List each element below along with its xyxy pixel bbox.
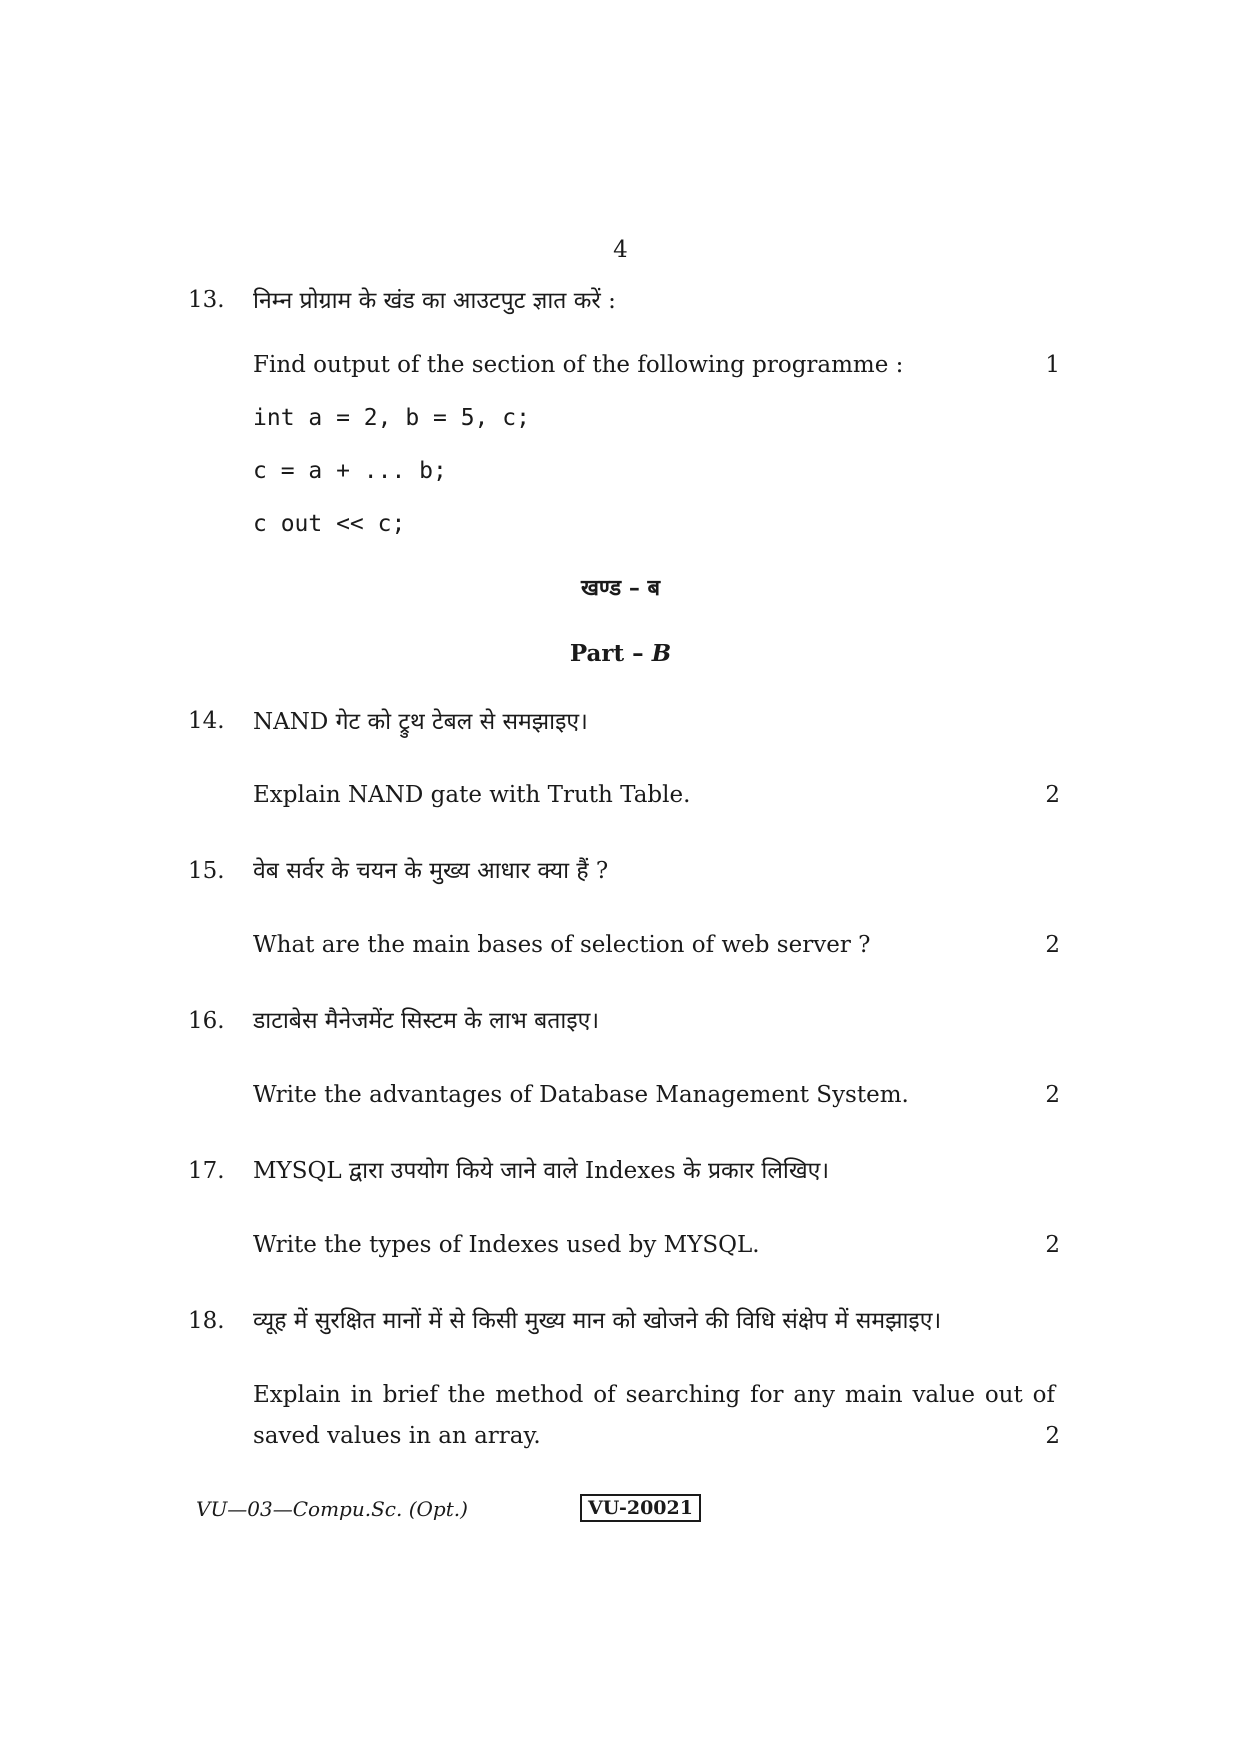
question-18-english-line1: Explain in brief the method of searching for any main value out of [253,1382,1055,1408]
question-13-english: Find output of the section of the following programme : [253,352,904,378]
question-17-english: Write the types of Indexes used by MYSQL. [253,1232,760,1258]
footer-paper-code: VU—03—Compu.Sc. (Opt.) [196,1497,468,1521]
question-14-marks: 2 [1045,782,1060,808]
question-17-marks: 2 [1045,1232,1060,1258]
question-16-hindi: डाटाबेस मैनेजमेंट सिस्टम के लाभ बताइए। [253,1008,600,1034]
question-13-marks: 1 [1045,352,1060,378]
part-label: Part – [569,640,644,667]
question-14-english: Explain NAND gate with Truth Table. [253,782,691,808]
code-line: c = a + ... b; [253,458,447,484]
question-15-marks: 2 [1045,932,1060,958]
question-18-marks: 2 [1045,1423,1060,1449]
question-18-number: 18. [188,1308,225,1334]
question-17-number: 17. [188,1158,225,1184]
question-14-hindi: NAND गेट को ट्रुथ टेबल से समझाइए। [253,709,588,735]
question-13-hindi: निम्न प्रोग्राम के खंड का आउटपुट ज्ञात करें : [253,288,616,314]
question-15-english: What are the main bases of selection of web server ? [253,932,871,958]
question-13-number: 13. [188,287,225,313]
question-15-hindi: वेब सर्वर के चयन के मुख्य आधार क्या हैं ? [253,858,609,884]
footer-booklet-code: VU-20021 [580,1494,701,1522]
code-line: c out << c; [253,511,406,537]
question-16-english: Write the advantages of Database Management System. [253,1082,909,1108]
part-heading [0,640,1241,667]
question-15-number: 15. [188,858,225,884]
code-line: int a = 2, b = 5, c; [253,405,530,431]
page-number: 4 [613,237,628,263]
question-18-hindi: व्यूह में सुरक्षित मानों में से किसी मुख्य मान को खोजने की विधि संक्षेप में समझाइए। [253,1308,942,1334]
question-18-english-line2: saved values in an array. [253,1423,541,1449]
section-heading-hindi: खण्ड – ब [580,575,661,601]
question-17-hindi: MYSQL द्वारा उपयोग किये जाने वाले Indexes के प्रकार लिखिए। [253,1158,830,1184]
question-16-number: 16. [188,1008,225,1034]
part-letter: B [651,640,672,667]
question-14-number: 14. [188,708,225,734]
question-16-marks: 2 [1045,1082,1060,1108]
